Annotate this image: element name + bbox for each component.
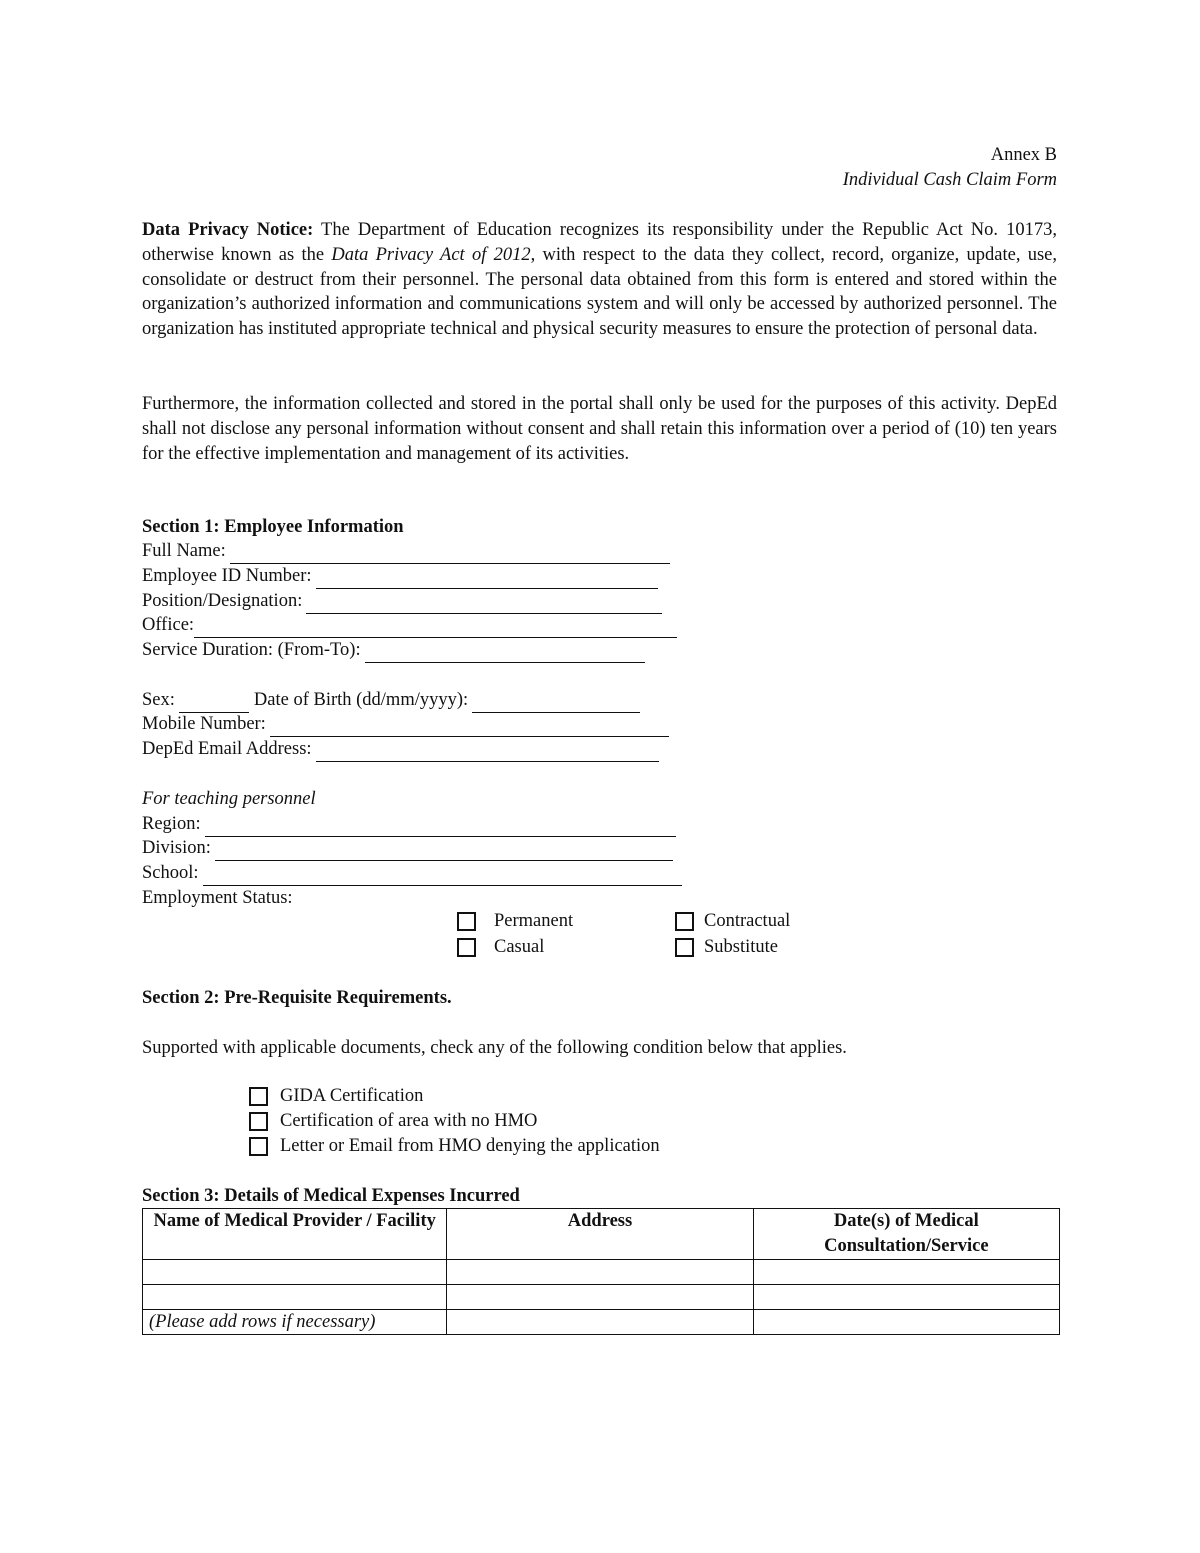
status-substitute[interactable] — [675, 935, 778, 960]
status-permanent[interactable] — [457, 909, 573, 934]
region-label: Region: — [142, 814, 201, 834]
table-header-row — [143, 1209, 1060, 1260]
privacy-retention-paragraph: Furthermore, the information collected and stored in the portal shall only be used for the purposes of this activity. DepEd shall not disclose any personal information without consent and shall retain this information over a period of (10) ten years for the effective implementation and management of its activities. — [142, 394, 1057, 464]
dob-input[interactable] — [472, 693, 640, 713]
casual-checkbox[interactable] — [457, 938, 476, 957]
full-name-label: Full Name: — [142, 541, 226, 561]
office-input[interactable] — [194, 618, 677, 638]
substitute-label: Substitute — [704, 937, 779, 957]
office-label: Office: — [142, 615, 195, 635]
substitute-checkbox[interactable] — [675, 938, 694, 957]
section-3-heading: Section 3: Details of Medical Expenses Incurred — [142, 1186, 520, 1206]
region-input[interactable] — [205, 817, 676, 837]
service-duration-input[interactable] — [365, 643, 645, 663]
hmo-denial-checkbox[interactable] — [249, 1137, 268, 1156]
employee-id-field — [142, 564, 658, 589]
req-hmo-denial[interactable] — [249, 1134, 660, 1159]
position-field — [142, 589, 662, 614]
privacy-text-a: The Department of Education recognizes its responsibility under the Republic Act No. 10173, otherwise known as the — [142, 220, 1057, 265]
mobile-label: Mobile Number: — [142, 714, 266, 734]
employee-id-input[interactable] — [316, 569, 658, 589]
no-hmo-checkbox[interactable] — [249, 1112, 268, 1131]
full-name-input[interactable] — [230, 544, 670, 564]
email-input[interactable] — [316, 742, 659, 762]
annex-label: Annex B — [990, 145, 1057, 165]
no-hmo-label: Certification of area with no HMO — [280, 1111, 538, 1131]
school-input[interactable] — [203, 866, 682, 886]
privacy-text-b: , with respect to the data they collect, record, organize, update, use, consolidate or destruct from their personnel. The personal data obtained from this form is entered and stored within the organization’s authorized information and communications system and will only be accessed by authorized personnel. The organization has instituted appropriate technical and physical security measures to ensure the protection of personal data. — [142, 244, 1057, 340]
section-2-heading: Section 2: Pre-Requisite Requirements. — [142, 988, 452, 1008]
add-rows-note: (Please add rows if necessary) — [143, 1310, 447, 1335]
mobile-input[interactable] — [270, 717, 669, 737]
annex-header — [843, 143, 1057, 193]
dates-cell[interactable] — [753, 1260, 1059, 1285]
email-label: DepEd Email Address: — [142, 739, 312, 759]
school-field — [142, 861, 682, 886]
position-input[interactable] — [306, 594, 662, 614]
employment-status-label: Employment Status: — [142, 888, 293, 908]
dates-cell[interactable] — [753, 1285, 1059, 1310]
privacy-act-name: Data Privacy Act of 2012 — [331, 244, 531, 265]
req-no-hmo[interactable] — [249, 1109, 537, 1134]
service-duration-field — [142, 638, 645, 663]
privacy-heading: Data Privacy Notice: — [142, 220, 314, 240]
gida-label: GIDA Certification — [280, 1086, 424, 1106]
region-field — [142, 812, 676, 837]
status-contractual[interactable] — [675, 909, 790, 934]
col-provider: Name of Medical Provider / Facility — [143, 1209, 447, 1260]
division-label: Division: — [142, 838, 211, 858]
mobile-field — [142, 712, 669, 737]
teaching-personnel-label: For teaching personnel — [142, 789, 316, 809]
dates-cell[interactable] — [753, 1310, 1059, 1335]
permanent-label: Permanent — [494, 911, 574, 931]
employee-id-label: Employee ID Number: — [142, 566, 312, 586]
col-dates: Date(s) of Medical Consultation/Service — [753, 1209, 1059, 1260]
provider-cell[interactable] — [143, 1260, 447, 1285]
data-privacy-notice — [142, 218, 1057, 342]
address-cell[interactable] — [447, 1285, 753, 1310]
office-field — [142, 613, 677, 638]
service-duration-label: Service Duration: (From-To): — [142, 640, 361, 660]
table-row — [143, 1310, 1060, 1335]
sex-dob-field — [142, 688, 640, 713]
table-row — [143, 1260, 1060, 1285]
form-title: Individual Cash Claim Form — [842, 170, 1057, 190]
sex-input[interactable] — [179, 693, 249, 713]
sex-label: Sex: — [142, 690, 175, 710]
school-label: School: — [142, 863, 199, 883]
col-address: Address — [447, 1209, 753, 1260]
address-cell[interactable] — [447, 1310, 753, 1335]
position-label: Position/Designation: — [142, 591, 303, 611]
division-field — [142, 836, 673, 861]
permanent-checkbox[interactable] — [457, 912, 476, 931]
dob-label: Date of Birth (dd/mm/yyyy): — [253, 690, 469, 710]
status-casual[interactable] — [457, 935, 544, 960]
contractual-checkbox[interactable] — [675, 912, 694, 931]
hmo-denial-label: Letter or Email from HMO denying the application — [280, 1136, 660, 1156]
req-gida[interactable] — [249, 1084, 423, 1109]
table-row — [143, 1285, 1060, 1310]
email-field — [142, 737, 659, 762]
gida-checkbox[interactable] — [249, 1087, 268, 1106]
division-input[interactable] — [215, 841, 673, 861]
casual-label: Casual — [494, 937, 545, 957]
contractual-label: Contractual — [704, 911, 791, 931]
full-name-field — [142, 539, 670, 564]
medical-expenses-table — [142, 1208, 1060, 1335]
section-1-heading: Section 1: Employee Information — [142, 517, 404, 537]
provider-cell[interactable] — [143, 1285, 447, 1310]
section-2-instruction: Supported with applicable documents, check any of the following condition below that applies. — [142, 1038, 847, 1058]
address-cell[interactable] — [447, 1260, 753, 1285]
